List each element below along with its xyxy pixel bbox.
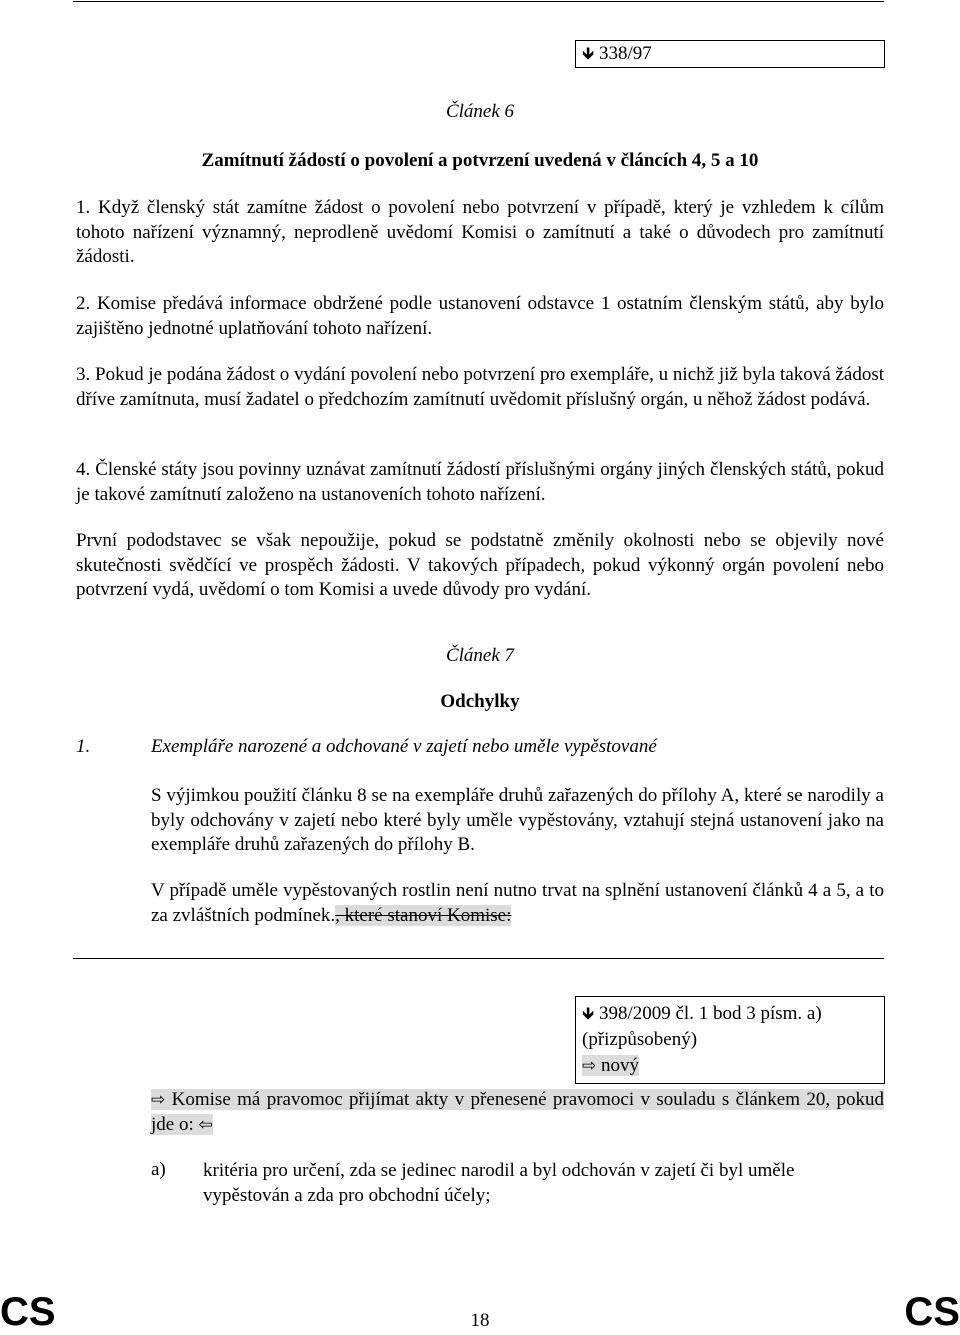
item-1-number: 1. [76,736,91,757]
arrow-right-outline-icon: ⇨ [582,1056,597,1076]
article-6-label: Článek 6 [445,101,515,122]
arrow-right-outline-icon: ⇨ [151,1090,166,1110]
amendment-text [151,1088,884,1137]
item-1-heading: Exempláře narozené a odchované v zajetí nebo uměle vypěstované [151,736,657,757]
amendment-text-body: Komise má pravomoc přijímat akty v přenesené pravomoci v souladu s článkem 20, pokud jde o: [151,1089,885,1135]
article-6-title: Zamítnutí žádostí o povolení a potvrzení uvedená v článcích 4, 5 a 10 [201,150,759,171]
language-code-right: CS [904,1290,960,1334]
sub-item-a-text: kritéria pro určení, zda se jedinec narodil a byl odchován v zajetí či byl uměle vypěstován a zda pro obchodní účely; [203,1160,795,1206]
article-7-title: Odchylky [440,691,520,712]
section-rule [73,958,884,959]
article-6-paragraph-2: 2. Komise předává informace obdržené podle ustanovení odstavce 1 ostatním členským států, aby bylo zajištěno jednotné uplatňování tohoto nařízení. [76,293,884,339]
sub-item-a-label: a) [151,1159,166,1180]
deleted-text: , které stanoví Komise: [335,904,512,926]
top-rule [73,1,884,2]
reference-text: 338/97 [598,43,652,64]
page-number: 18 [470,1310,490,1331]
amendment-reference: 398/2009 čl. 1 bod 3 písm. a) [598,1003,822,1024]
language-code-left: CS [0,1290,56,1334]
article-6-paragraph-4: 4. Členské státy jsou povinny uznávat zamítnutí žádostí příslušnými orgány jiných členských států, pokud je takové zamítnutí založeno na ustanoveních tohoto nařízení. [76,459,884,505]
article-7-label: Článek 7 [445,645,515,666]
adapted-label: (přizpůsobený) [582,1029,698,1050]
article-6-paragraph-1: 1. Když členský stát zamítne žádost o povolení nebo potvrzení v případě, který je vzhledem k cílům tohoto nařízení významný, neprodleně uvědomí Komisi o zamítnutí a také o důvodech pro zamítnutí žádosti. [76,197,884,267]
item-1-paragraph-2-text: V případě uměle vypěstovaných rostlin není nutno trvat na splnění ustanovení článků 4 a 5, a to za zvláštních podmínek. [151,880,884,926]
arrow-down-icon: 🡻 [582,44,595,64]
new-label: nový [601,1055,639,1076]
arrow-left-outline-icon: ⇦ [198,1114,213,1135]
reference-box [575,40,885,68]
article-6-paragraph-3: 3. Pokud je podána žádost o vydání povolení nebo potvrzení pro exempláře, u nichž již byla taková žádost dříve zamítnuta, musí žadatel o předchozím zamítnutí uvědomit příslušný orgán, u něhož žádost podává. [76,364,884,410]
article-6-paragraph-5: První pododstavec se však nepoužije, pokud se podstatně změnily okolnosti nebo se objevily nové skutečnosti svědčící ve prospěch žádosti. V takových případech, pokud výkonný orgán povolení nebo potvrzení vydá, uvědomí o tom Komisi a uvede důvody pro vydání. [76,530,884,600]
amendment-reference-box [575,996,885,1084]
arrow-down-icon: 🡻 [582,1004,595,1024]
item-1-paragraph-2 [151,879,884,928]
item-1-paragraph-1: S výjimkou použití článku 8 se na exempláře druhů zařazených do přílohy A, které se narodily a byly odchovány v zajetí nebo které byly uměle vypěstovány, vztahují stejná ustanovení jako na exempláře druhů zařazených do přílohy B. [151,785,884,855]
